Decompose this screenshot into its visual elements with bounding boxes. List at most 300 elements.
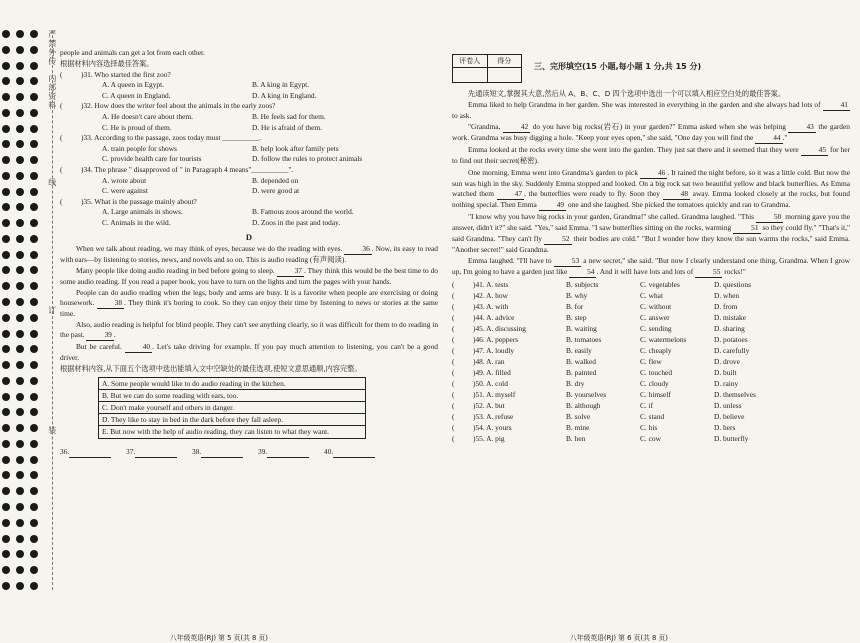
answer-paren[interactable]: ( bbox=[452, 434, 455, 444]
cloze-section bbox=[452, 88, 850, 445]
blank-number: 50 bbox=[756, 212, 783, 223]
option-c: C. what bbox=[640, 291, 663, 301]
binding-dot bbox=[2, 345, 10, 353]
option-row bbox=[60, 80, 438, 91]
binding-dot bbox=[16, 535, 24, 543]
option-d: D. unless bbox=[714, 401, 742, 411]
binding-dot bbox=[30, 487, 38, 495]
option-c: C. cheaply bbox=[640, 346, 672, 356]
binding-dot bbox=[30, 156, 38, 164]
option: D. He is afraid of them. bbox=[252, 122, 322, 132]
option-c: C. touched bbox=[640, 368, 673, 378]
binding-dot bbox=[30, 46, 38, 54]
binding-dot bbox=[16, 46, 24, 54]
paragraph-text: to ask. bbox=[452, 110, 472, 120]
paragraph-text: . They think it's boring to cook. So they can enjoy their time by listening to news or stories at the same time. bbox=[60, 298, 438, 318]
binding-dot bbox=[16, 440, 24, 448]
option-row bbox=[60, 176, 438, 187]
binding-dot bbox=[2, 251, 10, 259]
paragraph-text: But be careful. bbox=[76, 341, 125, 351]
paragraph-text: When we talk about reading, we may think of eyes, because we do the reading with eyes. bbox=[76, 244, 345, 254]
paragraph-text: Emma laughed. "I'll have to bbox=[468, 256, 554, 266]
binding-dot bbox=[2, 140, 10, 148]
option: B. help look after family pets bbox=[252, 143, 339, 153]
option-b: B. solve bbox=[566, 412, 591, 422]
option-b: B. waiting bbox=[566, 324, 597, 334]
binding-dot bbox=[2, 77, 10, 85]
paragraph-text: . They think this would be the best time to do some audio reading. If you read a paper book, you have to turn on the lights and turn the pages with your hands. bbox=[60, 266, 438, 287]
binding-dot bbox=[2, 30, 10, 38]
cloze-question-row bbox=[452, 335, 850, 346]
option-c: C. stand bbox=[640, 412, 665, 422]
paragraph bbox=[452, 145, 850, 166]
answer-number: 36. bbox=[60, 446, 70, 456]
blank-number: 48 bbox=[663, 189, 690, 200]
cloze-question-row bbox=[452, 313, 850, 324]
binding-margin bbox=[0, 30, 58, 590]
option: D. follow the rules to protect animals bbox=[252, 154, 363, 164]
cloze-questions bbox=[452, 280, 850, 445]
paragraph-text: "I know why you have big rocks in your garden, Grandma!" she called. Grandma laughed. "This bbox=[468, 212, 756, 222]
blank-number: 46 bbox=[640, 168, 667, 179]
binding-dot bbox=[16, 266, 24, 274]
paragraph-text: the garden work. Grandma was busy digging a hole. "Keep your eyes open," she said, "One day you will find the bbox=[452, 122, 850, 143]
option-c: C. vegetables bbox=[640, 280, 680, 290]
question-stem: )34. The phrase " disapproved of " in Paragraph 4 means"__________". bbox=[81, 165, 294, 175]
answer-paren[interactable]: ( bbox=[60, 196, 63, 206]
blank-number: 45 bbox=[801, 145, 828, 156]
option-b: B. step bbox=[566, 313, 587, 323]
binding-dot bbox=[2, 62, 10, 70]
option-row bbox=[60, 112, 438, 123]
option-d: D. themselves bbox=[714, 390, 756, 400]
option: B. He feels sad for them. bbox=[252, 112, 326, 122]
answer-line[interactable] bbox=[69, 447, 111, 458]
binding-dot bbox=[30, 188, 38, 196]
answer-line[interactable] bbox=[267, 447, 309, 458]
option-a: )42. A. how bbox=[473, 291, 508, 301]
option-row bbox=[60, 123, 438, 134]
paragraph-text: their bodies are cold." "But I wonder how they know the sun warms the rocks," said Emma. "Another secret!" said Grandma. bbox=[452, 234, 850, 255]
binding-dot bbox=[30, 140, 38, 148]
binding-dot bbox=[2, 361, 10, 369]
answer-line[interactable] bbox=[201, 447, 243, 458]
option: D. Zoos in the past and today. bbox=[252, 218, 341, 228]
binding-dot bbox=[2, 109, 10, 117]
binding-dot bbox=[30, 582, 38, 590]
cloze-question-row bbox=[452, 302, 850, 313]
binding-dot bbox=[16, 77, 24, 85]
answer-number: 38. bbox=[192, 446, 202, 456]
binding-dot bbox=[16, 582, 24, 590]
blank-number: 51 bbox=[733, 223, 760, 234]
paragraph-text: rocks!" bbox=[722, 267, 746, 277]
paragraph-text: . bbox=[113, 329, 116, 339]
option-a: )47. A. loudly bbox=[473, 346, 515, 356]
binding-dot bbox=[30, 298, 38, 306]
binding-dot bbox=[16, 62, 24, 70]
binding-dot bbox=[16, 377, 24, 385]
binding-dot bbox=[30, 471, 38, 479]
section-title: 三、完形填空(15 小题,每小题 1 分,共 15 分) bbox=[534, 62, 702, 71]
question-stem: )31. Who started the first zoo? bbox=[81, 69, 171, 79]
option: D. were good at bbox=[252, 186, 300, 196]
score-box bbox=[452, 54, 522, 83]
blank-number: 54 bbox=[569, 267, 596, 278]
option-d: D. from bbox=[714, 302, 738, 312]
blank-number: 47 bbox=[497, 189, 524, 200]
binding-dot bbox=[16, 30, 24, 38]
binding-dot bbox=[30, 535, 38, 543]
option: B. depended on bbox=[252, 175, 299, 185]
binding-dot bbox=[30, 203, 38, 211]
cloze-question-row bbox=[452, 291, 850, 302]
option-d: D. questions bbox=[714, 280, 751, 290]
binding-dot bbox=[16, 330, 24, 338]
answer-number: 40. bbox=[324, 446, 334, 456]
binding-dot bbox=[30, 503, 38, 511]
binding-dot bbox=[16, 503, 24, 511]
option-b: B. for bbox=[566, 302, 584, 312]
binding-dot bbox=[30, 77, 38, 85]
answer-paren[interactable]: ( bbox=[60, 101, 63, 111]
blank-number: 52 bbox=[544, 234, 571, 245]
option-b: B. subjects bbox=[566, 280, 599, 290]
blank-number: 40 bbox=[125, 342, 152, 353]
paragraph bbox=[452, 122, 850, 144]
option-row bbox=[60, 218, 438, 229]
option-d: D. potatoes bbox=[714, 335, 748, 345]
option-c: C. without bbox=[640, 302, 672, 312]
binding-dot bbox=[16, 361, 24, 369]
option-a: )44. A. advice bbox=[473, 313, 515, 323]
blank-number: 44 bbox=[755, 133, 782, 144]
binding-dot bbox=[30, 125, 38, 133]
option: A. A queen in Egypt. bbox=[102, 80, 164, 90]
binding-dot bbox=[16, 203, 24, 211]
option: A. He doesn't care about them. bbox=[102, 112, 194, 122]
grader-cell[interactable] bbox=[453, 68, 488, 82]
section-d-title: D bbox=[245, 231, 253, 242]
question-stem: )32. How does the writer feel about the animals in the early zoos? bbox=[81, 101, 276, 111]
binding-dot bbox=[30, 235, 38, 243]
paragraph-text: . And it will have lots and lots of bbox=[596, 267, 696, 277]
paragraph-text: One morning, Emma went into Grandma's garden to pick bbox=[468, 167, 640, 177]
option-a: )49. A. filled bbox=[473, 368, 511, 378]
answer-paren[interactable]: ( bbox=[452, 280, 455, 290]
binding-dots-middle bbox=[16, 30, 28, 590]
option-c: C. sending bbox=[640, 324, 672, 334]
binding-dot bbox=[2, 235, 10, 243]
paragraph-text: one and she laughed. She picked the tomatoes quickly and ran to Grandma. bbox=[566, 199, 791, 209]
binding-label-confidential: 严禁外传 bbox=[47, 30, 57, 66]
score-cell[interactable] bbox=[488, 68, 522, 82]
option-d: D. sharing bbox=[714, 324, 745, 334]
option: C. He is proud of them. bbox=[102, 122, 172, 132]
box-option: D. They like to stay in bed in the dark before they fall asleep. bbox=[99, 414, 365, 426]
binding-dot bbox=[16, 408, 24, 416]
cut-line bbox=[52, 30, 53, 590]
option-row bbox=[60, 154, 438, 165]
option-b: B. easily bbox=[566, 346, 592, 356]
cloze-question-row bbox=[452, 357, 850, 368]
binding-dot bbox=[30, 361, 38, 369]
option: C. Animals in the wild. bbox=[102, 218, 171, 228]
binding-dots-inner bbox=[30, 30, 42, 590]
option: D. A king in England. bbox=[252, 90, 317, 100]
option-row bbox=[60, 207, 438, 218]
question-stem-row bbox=[60, 70, 438, 81]
answer-paren[interactable]: ( bbox=[452, 390, 455, 400]
option-row bbox=[60, 91, 438, 102]
paragraph-text: away. Emma looked closely at the rocks, but found nothing special. Then Emma bbox=[452, 188, 850, 209]
paragraph bbox=[60, 320, 438, 341]
binding-dot bbox=[2, 456, 10, 464]
binding-dot bbox=[30, 440, 38, 448]
binding-dot bbox=[16, 93, 24, 101]
paragraph-text: "Grandma, bbox=[468, 122, 503, 132]
binding-dot bbox=[2, 125, 10, 133]
answer-paren[interactable]: ( bbox=[452, 379, 455, 389]
cloze-instruction: 先通读短文,掌握其大意,然后从 A、B、C、D 四个选项中选出一个可以填入相应空白处的最佳答案。 bbox=[468, 89, 786, 98]
answer-paren[interactable]: ( bbox=[60, 69, 63, 79]
binding-dot bbox=[16, 550, 24, 558]
paragraph bbox=[452, 100, 850, 121]
binding-dot bbox=[16, 424, 24, 432]
binding-dot bbox=[16, 487, 24, 495]
cloze-question-row bbox=[452, 390, 850, 401]
question-stem-row bbox=[60, 101, 438, 112]
option-c: C. himself bbox=[640, 390, 671, 400]
option-d: D. when bbox=[714, 291, 740, 301]
option-b: B. hen bbox=[566, 434, 586, 444]
blank-number: 38 bbox=[97, 298, 124, 309]
answer-paren[interactable]: ( bbox=[452, 302, 455, 312]
option-b: B. mine bbox=[566, 423, 590, 433]
binding-dot bbox=[30, 456, 38, 464]
reading-questions bbox=[60, 70, 438, 229]
paragraph bbox=[452, 256, 850, 278]
paragraph bbox=[60, 266, 438, 287]
option-d: D. carefully bbox=[714, 346, 750, 356]
paragraph-text: People can do audio reading when the legs, body and arms are busy. It is a favorite when people are exercising or doing housework. bbox=[60, 288, 438, 307]
paragraph bbox=[452, 168, 850, 211]
option: C. were against bbox=[102, 186, 148, 196]
answer-paren[interactable]: ( bbox=[452, 313, 455, 323]
answer-paren[interactable]: ( bbox=[60, 133, 63, 143]
option-b: B. dry bbox=[566, 379, 585, 389]
binding-label-bind: 装 bbox=[47, 426, 57, 435]
page-5 bbox=[60, 48, 439, 642]
option-row bbox=[60, 186, 438, 197]
answer-paren[interactable]: ( bbox=[452, 346, 455, 356]
binding-dot bbox=[16, 393, 24, 401]
paragraph bbox=[452, 212, 850, 255]
option-a: )45. A. discussing bbox=[473, 324, 526, 334]
binding-dot bbox=[16, 109, 24, 117]
answer-slot bbox=[192, 447, 243, 458]
binding-dot bbox=[16, 314, 24, 322]
option-c: C. watermelons bbox=[640, 335, 687, 345]
paragraph-text: Emma looked at the rocks every time she went into the garden. They just sat there and it seemed that they were bbox=[468, 145, 801, 155]
answer-paren[interactable]: ( bbox=[60, 165, 63, 175]
binding-dot bbox=[16, 282, 24, 290]
option: C. provide health care for tourists bbox=[102, 154, 202, 164]
answer-blanks bbox=[60, 447, 438, 459]
option-c: C. answer bbox=[640, 313, 670, 323]
answer-paren[interactable]: ( bbox=[452, 324, 455, 334]
paragraph-text: , the butterflies were ready to fly. Soon they bbox=[524, 188, 663, 198]
binding-dot bbox=[30, 172, 38, 180]
option-c: C. his bbox=[640, 423, 658, 433]
answer-line[interactable] bbox=[135, 447, 177, 458]
cloze-question-row bbox=[452, 368, 850, 379]
paragraph-text: morning gave you the answer, didn't it?" she said. "Yes," said Emma. "I saw butterflies sitting on the rocks, warming bbox=[452, 212, 850, 233]
answer-paren[interactable]: ( bbox=[452, 401, 455, 411]
binding-dot bbox=[30, 219, 38, 227]
answer-slot bbox=[126, 447, 177, 458]
binding-dot bbox=[16, 519, 24, 527]
blank-number: 42 bbox=[503, 122, 530, 133]
binding-dot bbox=[30, 251, 38, 259]
paragraph-text: Also, audio reading is helpful for blind people. They can't see anything clearly, so it was difficult for them to do reading in the past. bbox=[60, 319, 439, 339]
blank-number: 37 bbox=[277, 266, 304, 277]
option-b: B. walked bbox=[566, 357, 596, 367]
cloze-question-row bbox=[452, 346, 850, 357]
cloze-question-row bbox=[452, 379, 850, 390]
binding-dot bbox=[30, 93, 38, 101]
answer-paren[interactable]: ( bbox=[452, 368, 455, 378]
binding-dot bbox=[16, 156, 24, 164]
option-c: C. cloudy bbox=[640, 379, 669, 389]
answer-slot bbox=[324, 447, 375, 458]
option: A. wrote about bbox=[102, 175, 147, 185]
answer-line[interactable] bbox=[333, 447, 375, 458]
option-a: )41. A. tests bbox=[473, 280, 509, 290]
option-a: )51. A. myself bbox=[473, 390, 516, 400]
score-header: 得分 bbox=[497, 57, 512, 65]
option-d: D. believe bbox=[714, 412, 745, 422]
binding-dot bbox=[2, 188, 10, 196]
paragraph-text: ." bbox=[782, 133, 788, 143]
binding-dot bbox=[30, 550, 38, 558]
question-stem-row bbox=[60, 133, 438, 144]
cloze-question-row bbox=[452, 401, 850, 412]
binding-dot bbox=[2, 219, 10, 227]
page-footer-left: 八年级英语(RJ) 第 5 页(共 8 页) bbox=[170, 634, 268, 642]
option-a: )52. A. but bbox=[473, 401, 505, 411]
binding-dot bbox=[30, 345, 38, 353]
binding-dot bbox=[16, 456, 24, 464]
option: B. A king in Egypt. bbox=[252, 80, 310, 90]
option-a: )50. A. cold bbox=[473, 379, 508, 389]
binding-dot bbox=[30, 377, 38, 385]
binding-dot bbox=[2, 172, 10, 180]
binding-dot bbox=[16, 140, 24, 148]
paragraph bbox=[60, 244, 438, 265]
answer-paren[interactable]: ( bbox=[452, 357, 455, 367]
blank-number: 39 bbox=[86, 330, 113, 341]
blank-number: 43 bbox=[788, 122, 815, 133]
cloze-question-row bbox=[452, 412, 850, 423]
binding-dot bbox=[2, 535, 10, 543]
binding-dot bbox=[30, 266, 38, 274]
option: C. A queen in England. bbox=[102, 90, 171, 100]
instruction-d: 根据材料内容,从下面五个选项中选出能填入文中空缺处的最佳选项,使短文意思通顺,内容完整。 bbox=[60, 363, 362, 373]
binding-dot bbox=[30, 109, 38, 117]
binding-dot bbox=[30, 30, 38, 38]
options-box bbox=[98, 377, 366, 439]
option-b: B. tomatoes bbox=[566, 335, 602, 345]
binding-label-line: 线 bbox=[47, 178, 57, 187]
option-d: D. built bbox=[714, 368, 737, 378]
binding-dot bbox=[2, 408, 10, 416]
binding-dot bbox=[30, 408, 38, 416]
binding-dot bbox=[2, 393, 10, 401]
option-d: D. rainy bbox=[714, 379, 739, 389]
binding-dot bbox=[2, 330, 10, 338]
binding-dot bbox=[2, 156, 10, 164]
binding-dot bbox=[2, 440, 10, 448]
binding-dot bbox=[16, 471, 24, 479]
question-stem: )35. What is the passage mainly about? bbox=[81, 196, 197, 206]
paragraph bbox=[60, 288, 438, 319]
binding-dot bbox=[2, 203, 10, 211]
paragraph-text: do you have big rocks(岩石) in your garden?" Emma asked when she was helping bbox=[530, 122, 789, 132]
blank-number: 55 bbox=[695, 267, 722, 278]
binding-dot bbox=[16, 172, 24, 180]
binding-dot bbox=[2, 298, 10, 306]
paragraph-text: Many people like doing audio reading in bed before going to sleep. bbox=[76, 266, 277, 276]
binding-dot bbox=[2, 519, 10, 527]
binding-dot bbox=[16, 251, 24, 259]
binding-dot bbox=[2, 377, 10, 385]
paragraph-text: for her to find out their secret(秘密). bbox=[452, 145, 850, 166]
box-option: C. Don't make yourself and others in danger. bbox=[99, 402, 365, 414]
binding-dot bbox=[2, 93, 10, 101]
blank-number: 36 bbox=[344, 244, 371, 255]
binding-dot bbox=[30, 424, 38, 432]
option-a: )53. A. refuse bbox=[473, 412, 514, 422]
binding-dot bbox=[16, 125, 24, 133]
binding-dot bbox=[16, 235, 24, 243]
option-a: )46. A. peppers bbox=[473, 335, 519, 345]
answer-number: 37. bbox=[126, 446, 136, 456]
option-a: )43. A. with bbox=[473, 302, 509, 312]
option-d: D. butterfly bbox=[714, 434, 749, 444]
answer-paren[interactable]: ( bbox=[452, 412, 455, 422]
page-footer-right: 八年级英语(RJ) 第 6 页(共 8 页) bbox=[570, 634, 668, 642]
paragraph-text: a new secret," she said. "But now I clearly understand one thing, Grandma. When I grow up, I'm going to have a garden just like bbox=[452, 256, 851, 277]
instruction-c: 根据材料内容选择最佳答案。 bbox=[60, 58, 154, 68]
answer-paren[interactable]: ( bbox=[452, 291, 455, 301]
answer-paren[interactable]: ( bbox=[452, 423, 455, 433]
option-c: C. cow bbox=[640, 434, 661, 444]
option-d: D. drove bbox=[714, 357, 740, 367]
binding-dot bbox=[2, 424, 10, 432]
option: B. Famous zoos around the world. bbox=[252, 207, 354, 217]
answer-slot bbox=[258, 447, 309, 458]
answer-paren[interactable]: ( bbox=[452, 335, 455, 345]
cloze-question-row bbox=[452, 324, 850, 335]
binding-dot bbox=[30, 314, 38, 322]
option-b: B. why bbox=[566, 291, 588, 301]
box-option: B. But we can do some reading with ears, too. bbox=[99, 390, 365, 402]
binding-dot bbox=[30, 282, 38, 290]
paragraph-text: . Now, its easy to read with ears—by listening to stories, news, and novels and so on. This is audio reading (有声阅读). bbox=[60, 244, 438, 265]
blank-number: 53 bbox=[554, 256, 581, 267]
option-b: B. yourselves bbox=[566, 390, 607, 400]
